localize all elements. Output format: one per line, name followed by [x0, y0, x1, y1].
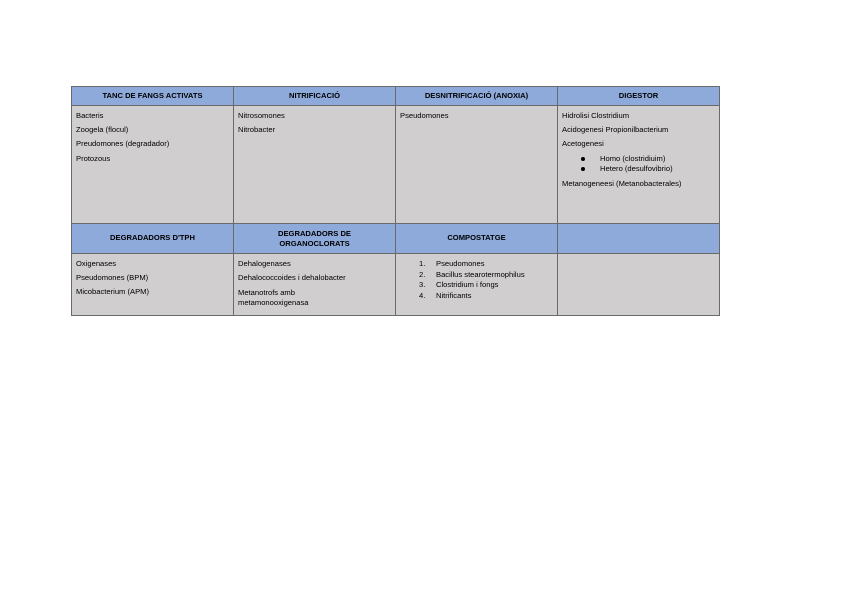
- item-number: 1.: [419, 259, 426, 268]
- list-item: Dehalogenases: [238, 259, 291, 268]
- body-row-1: [72, 106, 720, 224]
- bullet-dot-icon: [581, 167, 585, 171]
- header-digestor: DIGESTOR: [558, 87, 720, 106]
- cell-tanc-fangs: [72, 106, 234, 224]
- list-item: Acidogenesi Propionilbacterium: [562, 125, 669, 135]
- compostatge-numbered-list: [400, 260, 553, 301]
- item-text: Bacillus stearotermophilus: [436, 269, 525, 279]
- item-text: Nitrificants: [436, 291, 472, 301]
- bullet-item: [562, 155, 715, 164]
- acetogenesi-bullet-list: [562, 155, 715, 174]
- header-row-1: [72, 87, 720, 106]
- list-item: Bacteris: [76, 111, 104, 120]
- cell-digestor: [558, 106, 720, 224]
- body-row-2: [72, 254, 720, 316]
- header-tanc-fangs: TANC DE FANGS ACTIVATS: [72, 87, 234, 106]
- cell-compostatge: [396, 254, 558, 316]
- list-item: Dehalococcoides i dehalobacter: [238, 273, 346, 283]
- list-item: Nitrosomones: [238, 111, 285, 120]
- bullet-text: Homo (clostridiuim): [600, 153, 666, 163]
- list-item: Micobacterium (APM): [76, 287, 149, 297]
- bullet-item: [562, 165, 715, 174]
- item-number: 3.: [419, 280, 426, 290]
- bullet-dot-icon: [581, 157, 585, 161]
- header-line: DEGRADADORS DE: [278, 228, 351, 238]
- list-item: Nitrobacter: [238, 125, 276, 135]
- header-degradadors-organoclorats: [234, 224, 396, 254]
- header-desnitrificacio: DESNITRIFICACIÓ (ANOXIA): [396, 87, 558, 106]
- list-item: Hidrolisi Clostridium: [562, 111, 630, 120]
- list-item: Preudomones (degradador): [76, 139, 170, 149]
- list-item: Zoogela (flocul): [76, 125, 129, 135]
- header-nitrificacio: NITRIFICACIÓ: [234, 87, 396, 106]
- list-item: Protozous: [76, 153, 111, 163]
- cell-degradadors-tph: [72, 254, 234, 316]
- microorganisms-table: [71, 86, 720, 316]
- item-number: 4.: [419, 291, 426, 301]
- numbered-item: [400, 292, 553, 301]
- item-text: Pseudomones: [436, 259, 485, 268]
- cell-desnitrificacio: [396, 106, 558, 224]
- list-item: Pseudomones (BPM): [76, 273, 149, 283]
- item-text: Clostridium i fongs: [436, 280, 499, 290]
- numbered-item: [400, 281, 553, 290]
- item-number: 2.: [419, 269, 426, 279]
- list-item: Oxigenases: [76, 259, 117, 268]
- header-compostatge: COMPOSTATGE: [396, 224, 558, 254]
- numbered-item: [400, 271, 553, 280]
- list-item: Acetogenesi: [562, 139, 604, 149]
- header-empty: [558, 224, 720, 254]
- header-line: ORGANOCLORATS: [279, 238, 350, 248]
- list-item: Metanogeneesi (Metanobacterales): [562, 179, 682, 189]
- list-item: Metanotrofs amb metamonooxigenasa: [238, 288, 309, 307]
- numbered-item: [400, 260, 553, 269]
- cell-empty: [558, 254, 720, 316]
- cell-nitrificacio: [234, 106, 396, 224]
- header-degradadors-tph: DEGRADADORS D'TPH: [72, 224, 234, 254]
- list-item: Pseudomones: [400, 111, 449, 120]
- bullet-text: Hetero (desulfovibrio): [600, 164, 673, 174]
- header-row-2: [72, 224, 720, 254]
- cell-organoclorats: [234, 254, 396, 316]
